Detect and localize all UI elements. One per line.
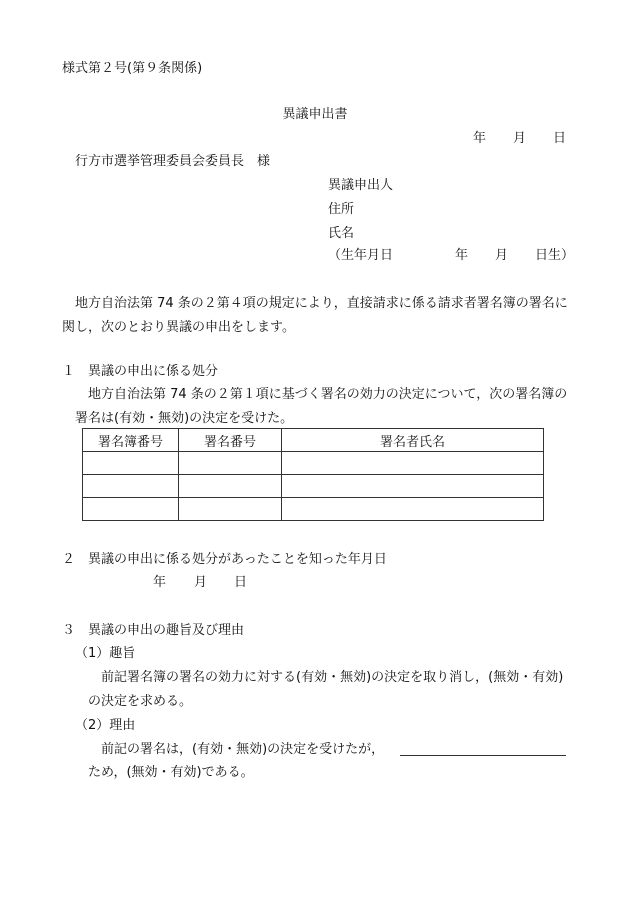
table-row: [83, 452, 544, 475]
cell-signer-name[interactable]: [282, 452, 544, 475]
section2-day-label: 日: [234, 575, 248, 590]
section1-heading: １ 異議の申出に係る処分: [62, 364, 219, 379]
birth-day-label: 日生）: [535, 248, 575, 263]
address-label: 住所: [328, 202, 355, 217]
form-number: 様式第２号(第９条関係): [62, 61, 203, 76]
table-row: [83, 475, 544, 498]
date-day-label: 日: [553, 131, 567, 146]
intro-line-1: 地方自治法第 74 条の２第４項の規定により，直接請求に係る請求者署名簿の署名に: [75, 296, 568, 311]
column-header-signer-name: 署名者氏名: [282, 429, 544, 452]
intro-line-2: 関し，次のとおり異議の申出をします。: [62, 320, 295, 335]
birth-year-label: 年: [455, 248, 469, 263]
cell-signer-name[interactable]: [282, 475, 544, 498]
cell-roster-number[interactable]: [83, 452, 179, 475]
cell-roster-number[interactable]: [83, 498, 179, 521]
date-month-label: 月: [513, 131, 527, 146]
birth-date-label: （生年月日: [328, 248, 394, 263]
section1-text-line-1: 地方自治法第 74 条の２第１項に基づく署名の効力の決定について，次の署名簿の: [88, 387, 568, 402]
column-header-signature-number: 署名番号: [179, 429, 282, 452]
section2-month-label: 月: [194, 575, 208, 590]
reason-heading: （2）理由: [75, 718, 136, 733]
table-row: [83, 498, 544, 521]
purpose-text-line-2: の決定を求める。: [88, 694, 193, 709]
signature-table: [82, 428, 544, 521]
name-label: 氏名: [328, 226, 355, 241]
purpose-text-line-1: 前記署名簿の署名の効力に対する(有効・無効)の決定を取り消し，(無効・有効): [101, 670, 564, 685]
section2-heading: ２ 異議の申出に係る処分があったことを知った年月日: [62, 552, 387, 567]
section1-text-line-2: 署名は(有効・無効)の決定を受けた。: [75, 411, 294, 426]
reason-text-line-2: ため，(無効・有効)である。: [88, 765, 254, 780]
cell-signature-number[interactable]: [179, 475, 282, 498]
cell-roster-number[interactable]: [83, 475, 179, 498]
section2-year-label: 年: [153, 575, 167, 590]
addressee: 行方市選挙管理委員会委員長 様: [75, 154, 271, 169]
table-header-row: [83, 429, 544, 452]
reason-blank-line[interactable]: [400, 755, 566, 756]
document-title: 異議申出書: [282, 107, 348, 122]
cell-signature-number[interactable]: [179, 498, 282, 521]
column-header-roster-number: 署名簿番号: [83, 429, 179, 452]
purpose-heading: （1）趣旨: [75, 646, 136, 661]
applicant-label: 異議申出人: [328, 178, 394, 193]
section3-heading: ３ 異議の申出の趣旨及び理由: [62, 623, 245, 638]
birth-month-label: 月: [495, 248, 509, 263]
date-year-label: 年: [473, 131, 487, 146]
cell-signer-name[interactable]: [282, 498, 544, 521]
reason-text-line-1: 前記の署名は，(有効・無効)の決定を受けたが，: [101, 742, 385, 757]
cell-signature-number[interactable]: [179, 452, 282, 475]
